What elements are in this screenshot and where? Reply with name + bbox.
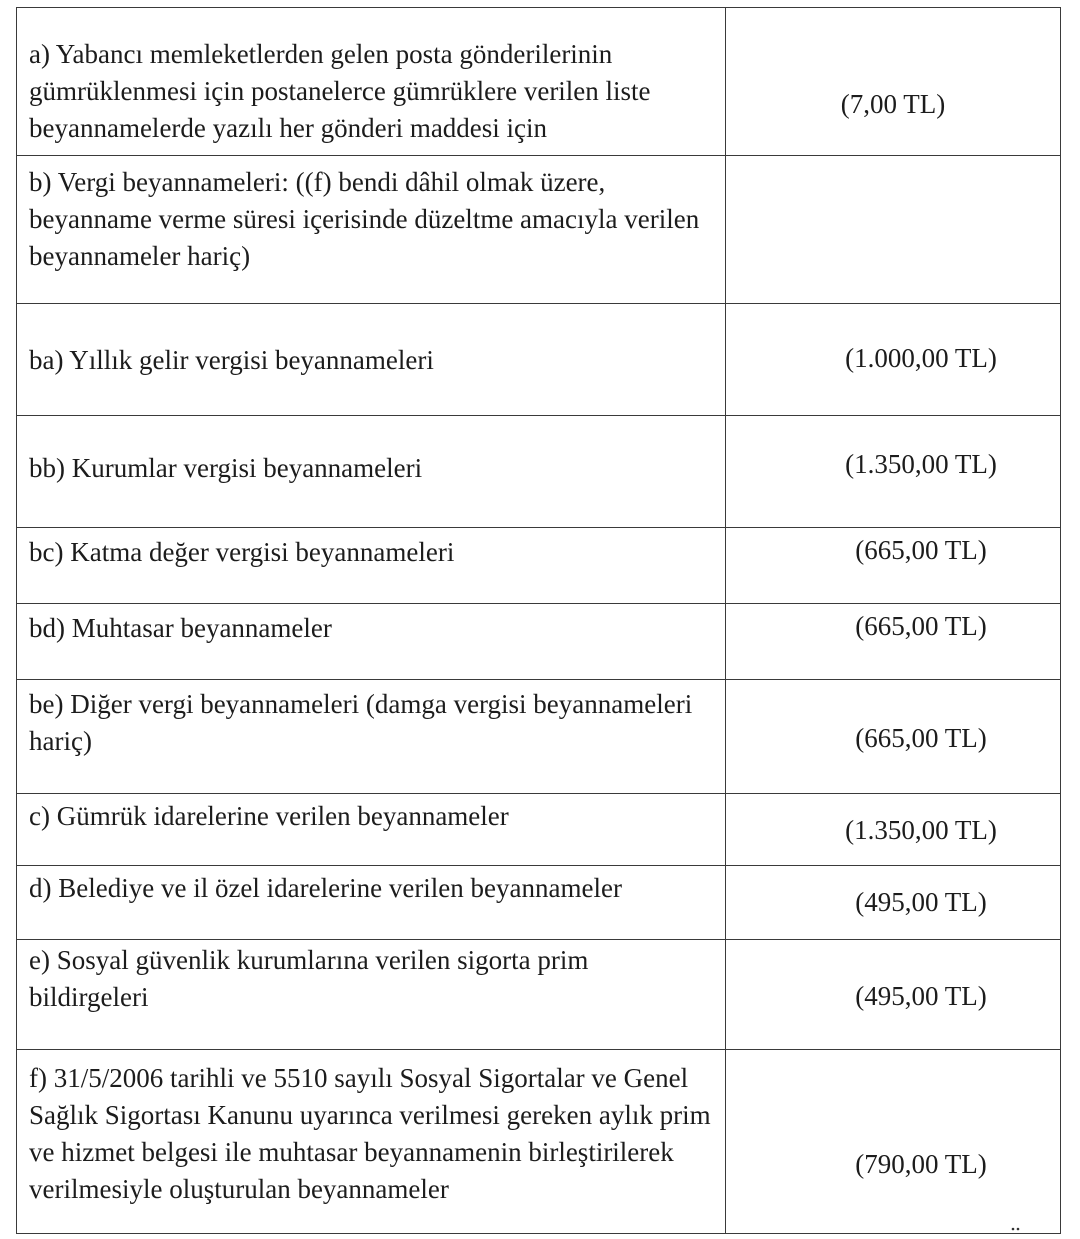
table-row bbox=[17, 866, 1061, 940]
row-description-cell bbox=[17, 604, 726, 680]
row-description: bb) Kurumlar vergisi beyannameleri bbox=[29, 453, 423, 483]
row-description: bc) Katma değer vergisi beyannameleri bbox=[29, 537, 455, 567]
row-amount: (1.350,00 TL) bbox=[845, 449, 997, 479]
table-row bbox=[17, 8, 1061, 156]
row-description: b) Vergi beyannameleri: ((f) bendi dâhil olmak üzere, beyanname verme süresi içerisinde düzeltme amacıyla verilen beyannameler hariç) bbox=[29, 167, 700, 271]
row-amount: (495,00 TL) bbox=[855, 887, 987, 917]
row-amount-cell bbox=[726, 866, 1061, 940]
row-description-cell bbox=[17, 866, 726, 940]
row-description: e) Sosyal güvenlik kurumlarına verilen sigorta prim bildirgeleri bbox=[29, 945, 589, 1012]
table-row bbox=[17, 304, 1061, 416]
row-amount-cell bbox=[726, 304, 1061, 416]
row-description-cell bbox=[17, 416, 726, 528]
row-description: bd) Muhtasar beyannameler bbox=[29, 613, 332, 643]
row-amount-cell bbox=[726, 940, 1061, 1050]
row-amount: (1.000,00 TL) bbox=[845, 343, 997, 373]
row-description: a) Yabancı memleketlerden gelen posta gönderilerinin gümrüklenmesi için postanelerce gümrüklere verilen liste beyannamelerde yazılı her gönderi maddesi için bbox=[29, 39, 651, 143]
row-description-cell bbox=[17, 940, 726, 1050]
row-description: f) 31/5/2006 tarihli ve 5510 sayılı Sosyal Sigortalar ve Genel Sağlık Sigortası Kanunu uyarınca verilmesi gereken aylık prim ve hizmet belgesi ile muhtasar beyannamenin birleştirilerek verilmesiyle oluşturulan beyannameler bbox=[29, 1063, 711, 1204]
row-amount: (790,00 TL) bbox=[855, 1149, 987, 1179]
row-description-cell bbox=[17, 156, 726, 304]
row-description: be) Diğer vergi beyannameleri (damga vergisi beyannameleri hariç) bbox=[29, 689, 693, 756]
row-amount-cell bbox=[726, 156, 1061, 304]
table-row bbox=[17, 604, 1061, 680]
row-amount-cell bbox=[726, 604, 1061, 680]
table-row bbox=[17, 1050, 1061, 1234]
row-amount-cell bbox=[726, 8, 1061, 156]
row-description-cell bbox=[17, 528, 726, 604]
row-description: d) Belediye ve il özel idarelerine verilen beyannameler bbox=[29, 873, 622, 903]
row-amount: (7,00 TL) bbox=[840, 89, 946, 119]
row-description-cell bbox=[17, 680, 726, 794]
table-row bbox=[17, 794, 1061, 866]
row-description-cell bbox=[17, 8, 726, 156]
table-row bbox=[17, 680, 1061, 794]
row-amount: (665,00 TL) bbox=[855, 611, 987, 641]
row-description-cell bbox=[17, 304, 726, 416]
table-row bbox=[17, 156, 1061, 304]
row-description: ba) Yıllık gelir vergisi beyannameleri bbox=[29, 345, 434, 375]
row-description: c) Gümrük idarelerine verilen beyannameler bbox=[29, 801, 509, 831]
row-amount-cell bbox=[726, 1050, 1061, 1234]
row-amount: (665,00 TL) bbox=[855, 723, 987, 753]
row-description-cell bbox=[17, 794, 726, 866]
row-amount-cell bbox=[726, 680, 1061, 794]
table-row bbox=[17, 528, 1061, 604]
row-amount-cell bbox=[726, 794, 1061, 866]
row-amount-cell bbox=[726, 416, 1061, 528]
table-row bbox=[17, 416, 1061, 528]
row-amount: (665,00 TL) bbox=[855, 535, 987, 565]
row-description-cell bbox=[17, 1050, 726, 1234]
row-amount: (1.350,00 TL) bbox=[845, 815, 997, 845]
table-row bbox=[17, 940, 1061, 1050]
row-amount-cell bbox=[726, 528, 1061, 604]
scan-artifact-mark bbox=[1010, 1226, 1022, 1234]
row-amount: (495,00 TL) bbox=[855, 981, 987, 1011]
fee-table bbox=[16, 7, 1061, 1234]
